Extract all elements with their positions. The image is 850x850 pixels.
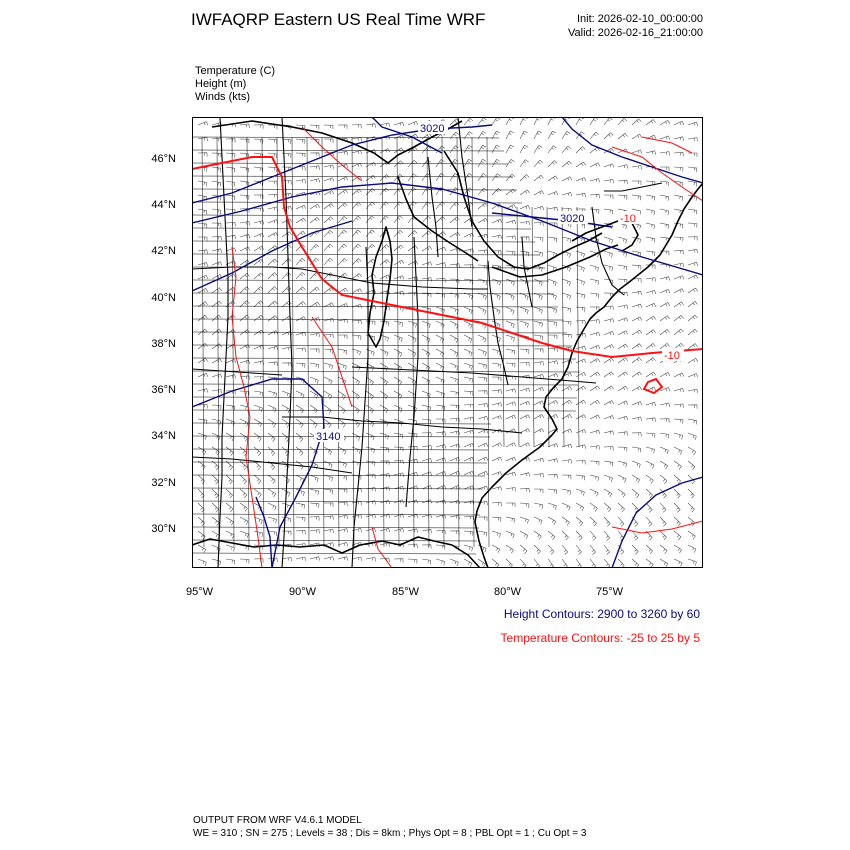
temp-label-minus10-coast: -10: [664, 350, 680, 362]
lon-label-90w: 90°W: [289, 586, 317, 598]
temp-label-minus10-east: -10: [620, 213, 636, 225]
lat-label-30n: 30°N: [151, 523, 176, 535]
lat-label-42n: 42°N: [151, 245, 176, 257]
lat-label-36n: 36°N: [151, 384, 176, 396]
lat-label-32n: 32°N: [151, 477, 176, 489]
lat-label-34n: 34°N: [151, 430, 176, 442]
height-label-3140: 3140: [316, 431, 341, 443]
temperature-contours-caption: Temperature Contours: -25 to 25 by 5: [500, 631, 700, 645]
lon-label-85w: 85°W: [392, 586, 420, 598]
height-label-3020-east: 3020: [560, 213, 585, 225]
init-time: Init: 2026-02-10_00:00:00: [577, 13, 703, 25]
map-title: IWFAQRP Eastern US Real Time WRF: [191, 10, 486, 29]
weather-map: [192, 117, 703, 568]
model-config-line: WE = 310 ; SN = 275 ; Levels = 38 ; Dis = 8km ; Phys Opt = 8 ; PBL Opt = 1 ; Cu Opt = 3: [193, 828, 587, 839]
height-label-3020-north: 3020: [420, 123, 445, 135]
field-height: Height (m): [195, 78, 247, 90]
lat-label-44n: 44°N: [151, 199, 176, 211]
lon-label-75w: 75°W: [596, 586, 624, 598]
lon-label-95w: 95°W: [186, 586, 214, 598]
valid-time: Valid: 2026-02-16_21:00:00: [568, 27, 703, 39]
lat-label-38n: 38°N: [151, 338, 176, 350]
lat-label-40n: 40°N: [151, 292, 176, 304]
field-winds: Winds (kts): [195, 91, 250, 103]
lon-label-80w: 80°W: [494, 586, 522, 598]
field-temperature: Temperature (C): [195, 65, 276, 77]
lat-label-46n: 46°N: [151, 153, 176, 165]
map-panel: [192, 117, 703, 568]
model-output-line: OUTPUT FROM WRF V4.6.1 MODEL: [193, 815, 362, 826]
height-contours-caption: Height Contours: 2900 to 3260 by 60: [503, 607, 700, 621]
